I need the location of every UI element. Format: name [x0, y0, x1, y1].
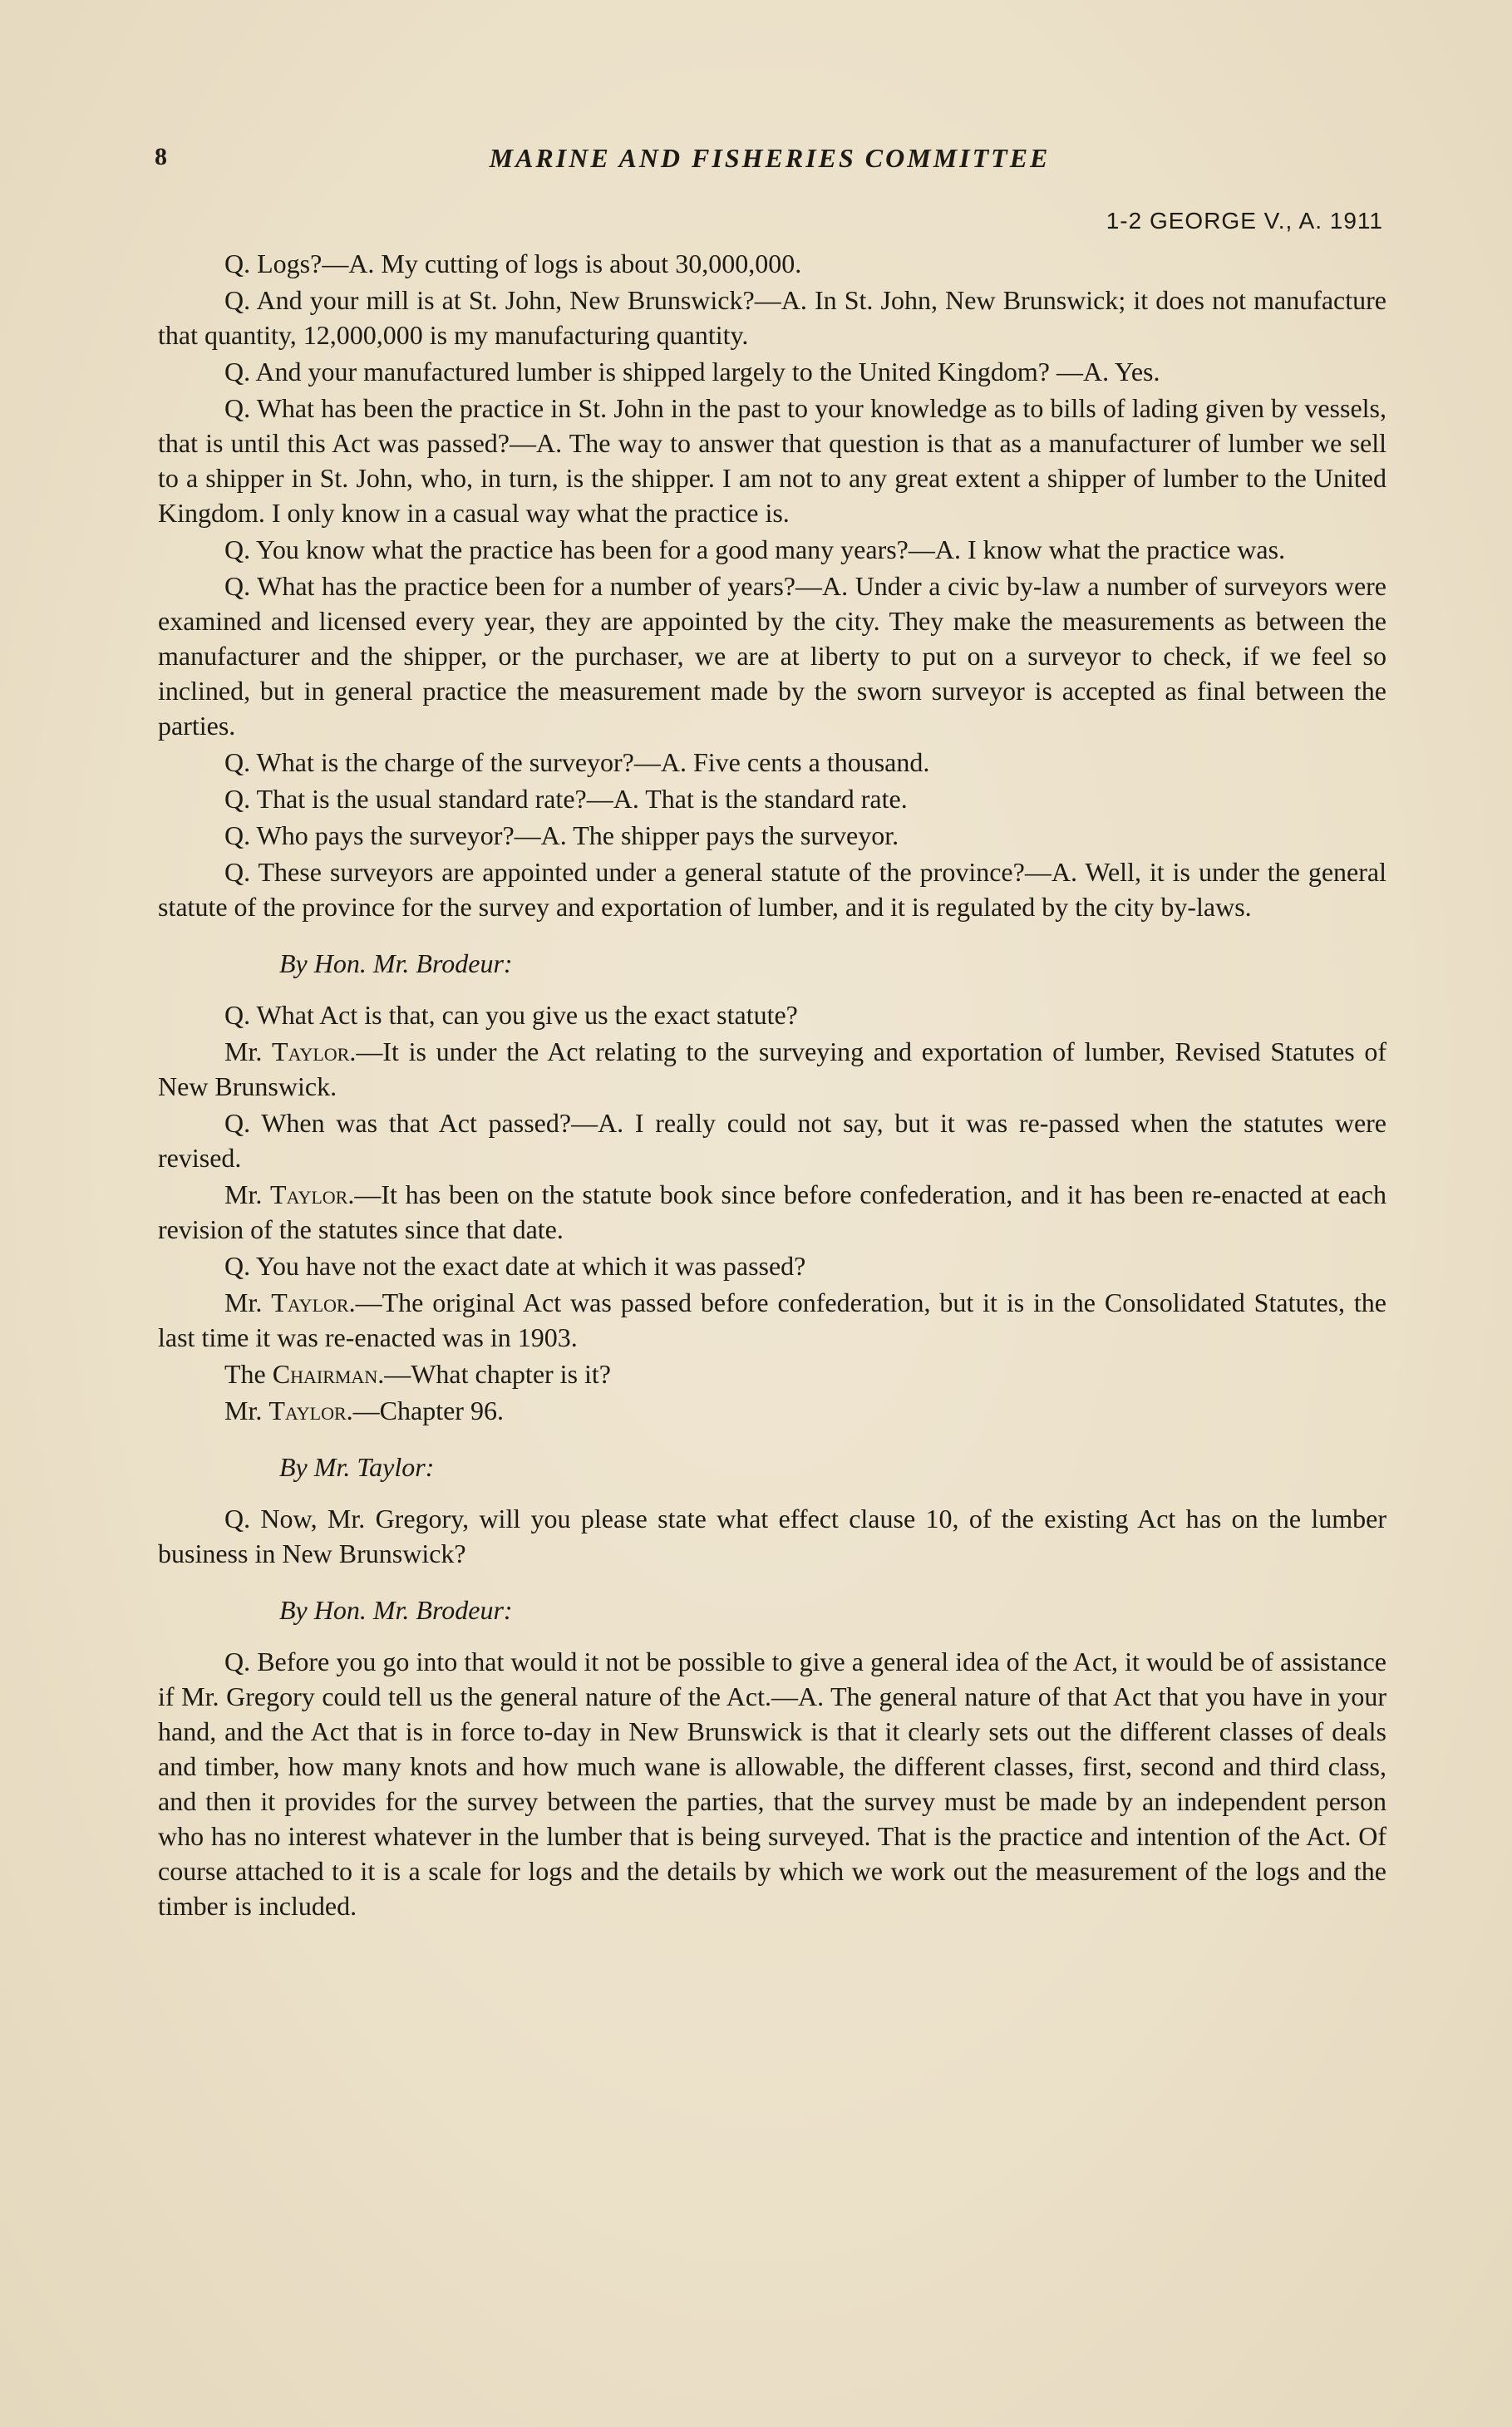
testimony-paragraph: Q. When was that Act passed?—A. I really could not say, but it was re-passed when the statutes were revised. [158, 1108, 1386, 1173]
speaker-name: Taylor [271, 1287, 349, 1317]
speaker-text: .—It is under the Act relating to the surveying and exportation of lumber, Revised Statutes of New Brunswick. [158, 1036, 1387, 1101]
testimony-paragraph: Q. What has been the practice in St. John in the past to your knowledge as to bills of lading given by vessels, that is until this Act was passed?—A. The way to answer that question is that as a manufacturer of lumber we sell to a shipper in St. John, who, in turn, is the shipper. I am not to any great extent a shipper of lumber to the United Kingdom. I only know in a casual way what the practice is. [158, 393, 1386, 528]
session-label: 1-2 GEORGE V., A. 1911 [1106, 208, 1383, 234]
speaker-prefix: Mr. [224, 1396, 269, 1425]
speaker-text: .—What chapter is it? [377, 1359, 611, 1389]
speaker-paragraph [158, 1356, 1386, 1391]
testimony-paragraph: Q. And your manufactured lumber is shipped largely to the United Kingdom? —A. Yes. [224, 357, 1160, 386]
speaker-paragraph [158, 1393, 1386, 1428]
testimony-paragraph: Q. Now, Mr. Gregory, will you please state what effect clause 10, of the existing Act has on the lumber business in New Brunswick? [158, 1504, 1386, 1568]
testimony-paragraph: Q. You know what the practice has been for a good many years?—A. I know what the practice was. [224, 534, 1286, 564]
speaker-paragraph [158, 1285, 1386, 1355]
speaker-prefix: The [224, 1359, 273, 1389]
speaker-name: Taylor [270, 1179, 348, 1209]
speaker-text: .—Chapter 96. [346, 1396, 504, 1425]
section-heading: By Hon. Mr. Brodeur: [279, 948, 513, 978]
page-header [155, 143, 1385, 185]
testimony-paragraph: Q. These surveyors are appointed under a general statute of the province?—A. Well, it is under the general statute of the province for the survey and exportation of lumber, and it is regulated by the city by-laws. [158, 857, 1386, 922]
speaker-paragraph [158, 1034, 1386, 1104]
testimony-paragraph: Q. Logs?—A. My cutting of logs is about 30,000,000. [224, 249, 802, 278]
body-text [158, 246, 1386, 1925]
page-number: 8 [155, 143, 167, 170]
speaker-name: Chairman [272, 1359, 378, 1389]
speaker-prefix: Mr. [224, 1036, 273, 1066]
speaker-prefix: Mr. [224, 1179, 271, 1209]
speaker-paragraph [158, 1177, 1386, 1247]
speaker-name: Taylor [268, 1396, 347, 1425]
speaker-prefix: Mr. [224, 1287, 272, 1317]
testimony-paragraph: Q. And your mill is at St. John, New Brunswick?—A. In St. John, New Brunswick; it does not manufacture that quantity, 12,000,000 is my manufacturing quantity. [158, 285, 1386, 350]
testimony-paragraph: Q. You have not the exact date at which it was passed? [224, 1251, 806, 1281]
section-heading: By Hon. Mr. Brodeur: [279, 1595, 513, 1625]
running-title: MARINE AND FISHERIES COMMITTEE [489, 143, 1051, 173]
testimony-paragraph: Q. Before you go into that would it not be possible to give a general idea of the Act, it would be of assistance if Mr. Gregory could tell us the general nature of the Act.—A. The general nature of that Act that you have in your hand, and the Act that is in force to-day in New Brunswick is that it clearly sets out the different classes of deals and timber, how many knots and how much wane is allowable, the different classes, first, second and third class, and then it provides for the survey between the parties, that the survey must be made by an independent person who has no interest whatever in the lumber that is being surveyed. That is the practice and intention of the Act. Of course attached to it is a scale for logs and the details by which we work out the measurement of the logs and the timber is included. [158, 1647, 1386, 1921]
testimony-paragraph: Q. What Act is that, can you give us the exact statute? [224, 1000, 798, 1030]
testimony-paragraph: Q. Who pays the surveyor?—A. The shipper pays the surveyor. [224, 820, 899, 850]
section-heading: By Mr. Taylor: [279, 1452, 435, 1482]
testimony-paragraph: Q. That is the usual standard rate?—A. That is the standard rate. [224, 784, 908, 814]
speaker-text: .—It has been on the statute book since before confederation, and it has been re-enacted at each revision of the statutes since that date. [158, 1179, 1387, 1244]
speaker-name: Taylor [272, 1036, 350, 1066]
testimony-paragraph: Q. What has the practice been for a number of years?—A. Under a civic by-law a number of surveyors were examined and licensed every year, they are appointed by the city. They make the measurements as between the manufacturer and the shipper, or the purchaser, we are at liberty to put on a surveyor to check, if we feel so inclined, but in general practice the measurement made by the sworn surveyor is accepted as final between the parties. [158, 571, 1386, 741]
testimony-paragraph: Q. What is the charge of the surveyor?—A. Five cents a thousand. [224, 747, 930, 777]
speaker-text: .—The original Act was passed before confederation, but it is in the Consolidated Statutes, the last time it was re-enacted was in 1903. [158, 1287, 1387, 1352]
